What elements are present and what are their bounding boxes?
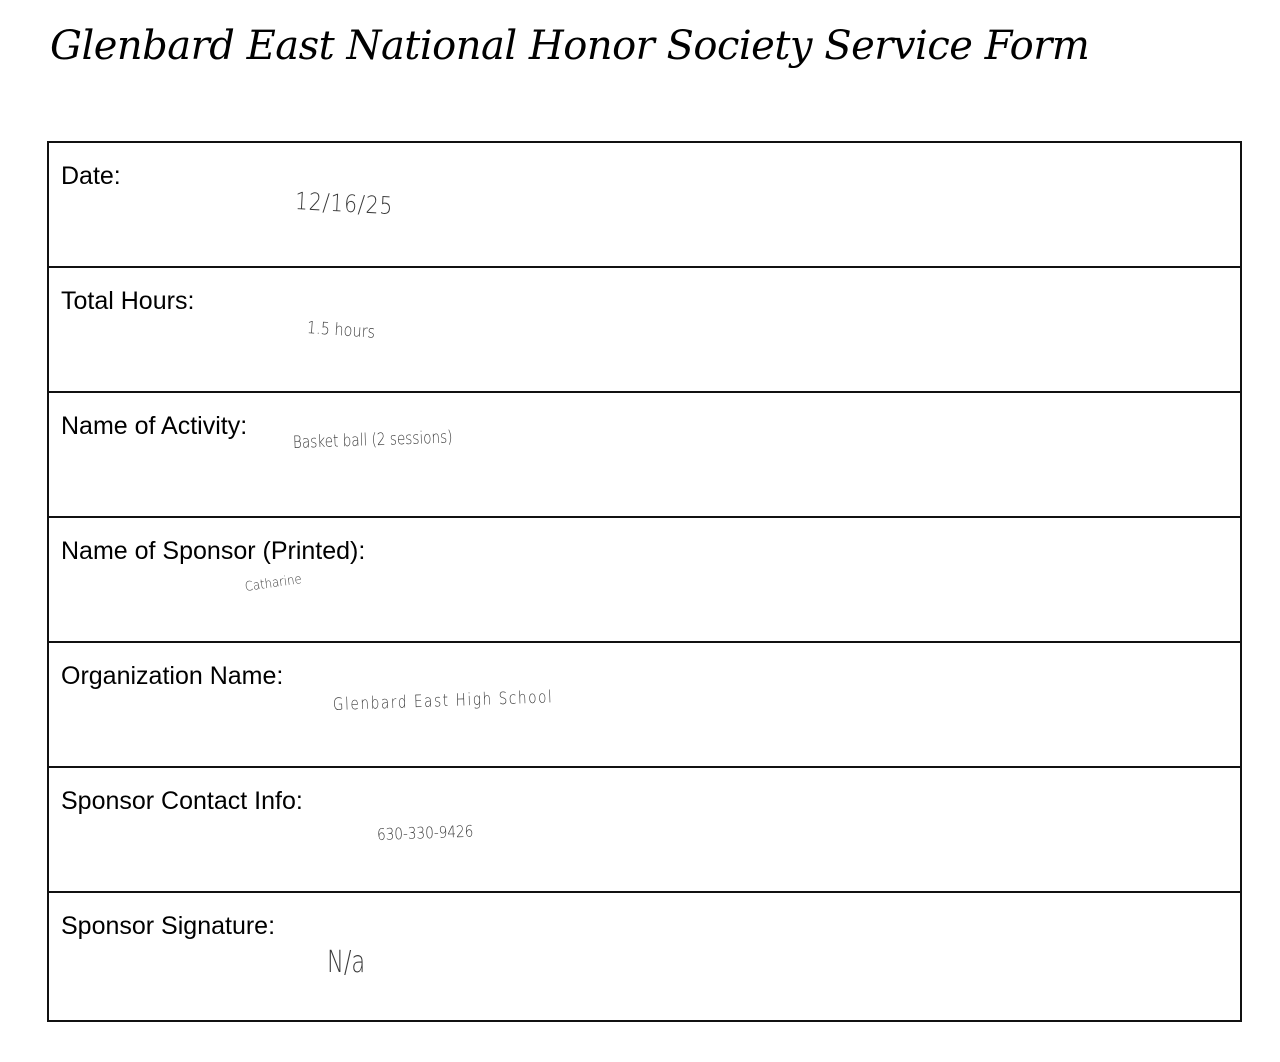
service-form-table	[47, 141, 1242, 1022]
organization-value[interactable]: Glenbard East High School	[332, 687, 554, 715]
activity-value[interactable]: Basket ball (2 sessions)	[292, 427, 453, 453]
contact-label: Sponsor Contact Info:	[61, 787, 303, 815]
activity-label: Name of Activity:	[61, 412, 248, 440]
sponsor-name-row	[49, 518, 1240, 643]
signature-row	[49, 893, 1240, 1020]
organization-label: Organization Name:	[61, 662, 284, 690]
sponsor-name-label: Name of Sponsor (Printed):	[61, 537, 366, 565]
organization-row	[49, 643, 1240, 768]
activity-row	[49, 393, 1240, 518]
total-hours-row	[49, 268, 1240, 393]
total-hours-value[interactable]: 1.5 hours	[306, 318, 376, 343]
contact-row	[49, 768, 1240, 893]
signature-value[interactable]: N/a	[327, 945, 366, 980]
sponsor-name-value[interactable]: Catharine	[243, 572, 303, 595]
date-row	[49, 143, 1240, 268]
date-value[interactable]: 12/16/25	[294, 187, 395, 221]
signature-label: Sponsor Signature:	[61, 912, 276, 940]
form-title: Glenbard East National Honor Society Service Form	[50, 23, 1090, 69]
total-hours-label: Total Hours:	[61, 287, 195, 315]
contact-value[interactable]: 630-330-9426	[376, 821, 474, 844]
date-label: Date:	[61, 162, 121, 190]
